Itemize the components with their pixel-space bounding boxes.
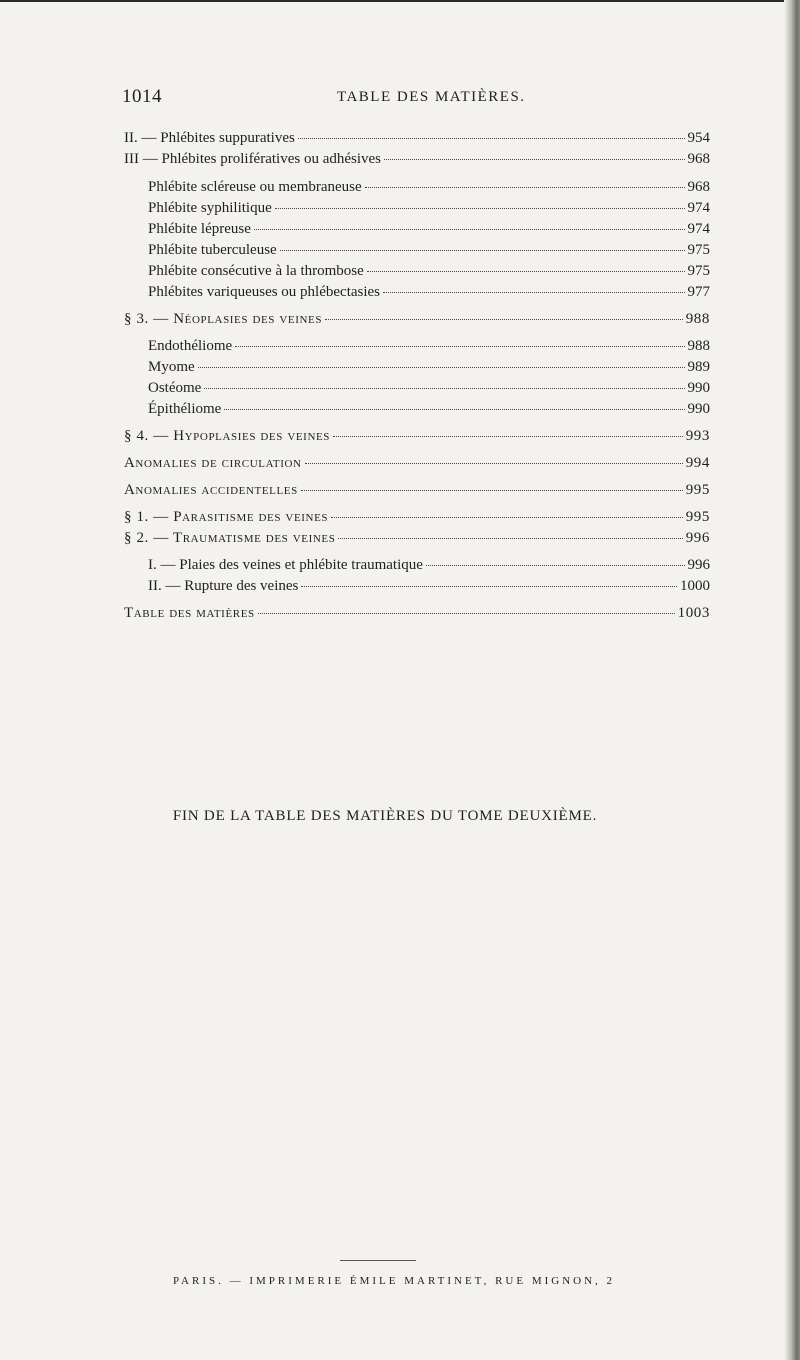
toc-entry-label: Phlébites variqueuses ou phlébectasies (148, 284, 381, 300)
toc-entry-page: 1000 (680, 578, 710, 594)
toc-entry-label: Épithéliome (148, 401, 222, 417)
leader-dots (426, 565, 685, 566)
toc-chapter-entry (124, 454, 710, 472)
toc-entry-label: Phlébite tuberculeuse (148, 242, 277, 258)
leader-dots (198, 367, 685, 368)
toc-entry-label: Table des matières (124, 605, 255, 621)
toc-entry-label: II. — Phlébites suppuratives (124, 130, 295, 146)
toc-entry (148, 283, 710, 301)
page-number: 1014 (122, 86, 162, 107)
toc-entry-label: Phlébite consécutive à la thrombose (148, 263, 364, 279)
toc-entry-label: I. — Plaies des veines et phlébite traumatique (148, 557, 423, 573)
running-title: TABLE DES MATIÈRES. (337, 89, 526, 105)
toc-entry-label: § 4. — Hypoplasies des veines (124, 428, 331, 444)
toc-entry-label: Ostéome (148, 380, 202, 396)
toc-entry (148, 337, 710, 355)
leader-dots (301, 586, 677, 587)
toc-entry-page: 977 (687, 284, 710, 300)
toc-entry-page: 975 (687, 242, 710, 258)
toc-entry-page: 968 (687, 179, 710, 195)
printer-imprint: PARIS. — IMPRIMERIE ÉMILE MARTINET, RUE MIGNON, 2 (172, 1275, 616, 1287)
leader-dots (224, 409, 684, 410)
toc-entry-label: § 1. — Parasitisme des veines (124, 509, 329, 525)
leader-dots (254, 229, 685, 230)
toc-entry-page: 990 (687, 380, 710, 396)
toc-entry (148, 358, 710, 376)
toc-section-entry (124, 427, 710, 445)
toc-entry-label: Anomalies accidentelles (124, 482, 298, 498)
toc-entry (148, 262, 710, 280)
toc-entry-page: 995 (685, 482, 710, 498)
leader-dots (275, 208, 685, 209)
leader-dots (338, 538, 682, 539)
toc-entry (124, 129, 710, 147)
toc-entry-page: 988 (687, 338, 710, 354)
toc-entry-page: 974 (687, 221, 710, 237)
toc-entry-label: § 2. — Traumatisme des veines (124, 530, 336, 546)
leader-dots (325, 319, 683, 320)
toc-entry (148, 556, 710, 574)
toc-section-entry (124, 508, 710, 526)
toc-entry-page: 989 (687, 359, 710, 375)
toc-entry (148, 577, 710, 595)
divider (340, 1260, 416, 1261)
toc-entry (148, 400, 710, 418)
toc-entry-label: Phlébite scléreuse ou membraneuse (148, 179, 362, 195)
toc-entry-label: II. — Rupture des veines (148, 578, 299, 594)
toc-chapter-entry (124, 481, 710, 499)
toc-entry-label: Anomalies de circulation (124, 455, 302, 471)
toc-entry-page: 996 (685, 530, 710, 546)
toc-entry (148, 178, 710, 196)
toc-chapter-entry (124, 604, 710, 622)
leader-dots (305, 463, 683, 464)
leader-dots (384, 159, 684, 160)
toc-entry (148, 241, 710, 259)
leader-dots (367, 271, 685, 272)
leader-dots (365, 187, 685, 188)
toc-entry-label: Phlébite lépreuse (148, 221, 251, 237)
toc-entry-label: Myome (148, 359, 195, 375)
leader-dots (235, 346, 684, 347)
toc-entry-page: 994 (685, 455, 710, 471)
leader-dots (258, 613, 675, 614)
toc-entry-page: 974 (687, 200, 710, 216)
leader-dots (301, 490, 683, 491)
page-header (122, 86, 718, 116)
toc-entry-page: 993 (685, 428, 710, 444)
toc-section-entry (124, 529, 710, 547)
toc-entry (148, 220, 710, 238)
toc-entry (148, 199, 710, 217)
leader-dots (383, 292, 684, 293)
toc-entry-label: § 3. — Néoplasies des veines (124, 311, 323, 327)
toc-entry-page: 968 (687, 151, 710, 167)
toc-section-entry (124, 310, 710, 328)
toc-entry-label: Phlébite syphilitique (148, 200, 272, 216)
toc-entry (124, 150, 710, 168)
top-border (0, 0, 800, 2)
leader-dots (331, 517, 683, 518)
leader-dots (280, 250, 685, 251)
leader-dots (333, 436, 683, 437)
leader-dots (298, 138, 685, 139)
toc-entry-page: 996 (687, 557, 710, 573)
toc-entry-page: 988 (685, 311, 710, 327)
toc-entry-page: 995 (685, 509, 710, 525)
toc-entry-page: 990 (687, 401, 710, 417)
toc-entry-page: 954 (687, 130, 710, 146)
toc-entry (148, 379, 710, 397)
leader-dots (204, 388, 684, 389)
toc-entry-page: 975 (687, 263, 710, 279)
page-edge-shadow (784, 0, 800, 1360)
toc-entry-label: III — Phlébites prolifératives ou adhésives (124, 151, 382, 167)
toc-entry-page: 1003 (677, 605, 710, 621)
toc-entry-label: Endothéliome (148, 338, 233, 354)
end-note: FIN DE LA TABLE DES MATIÈRES DU TOME DEUXIÈME. (172, 808, 598, 824)
